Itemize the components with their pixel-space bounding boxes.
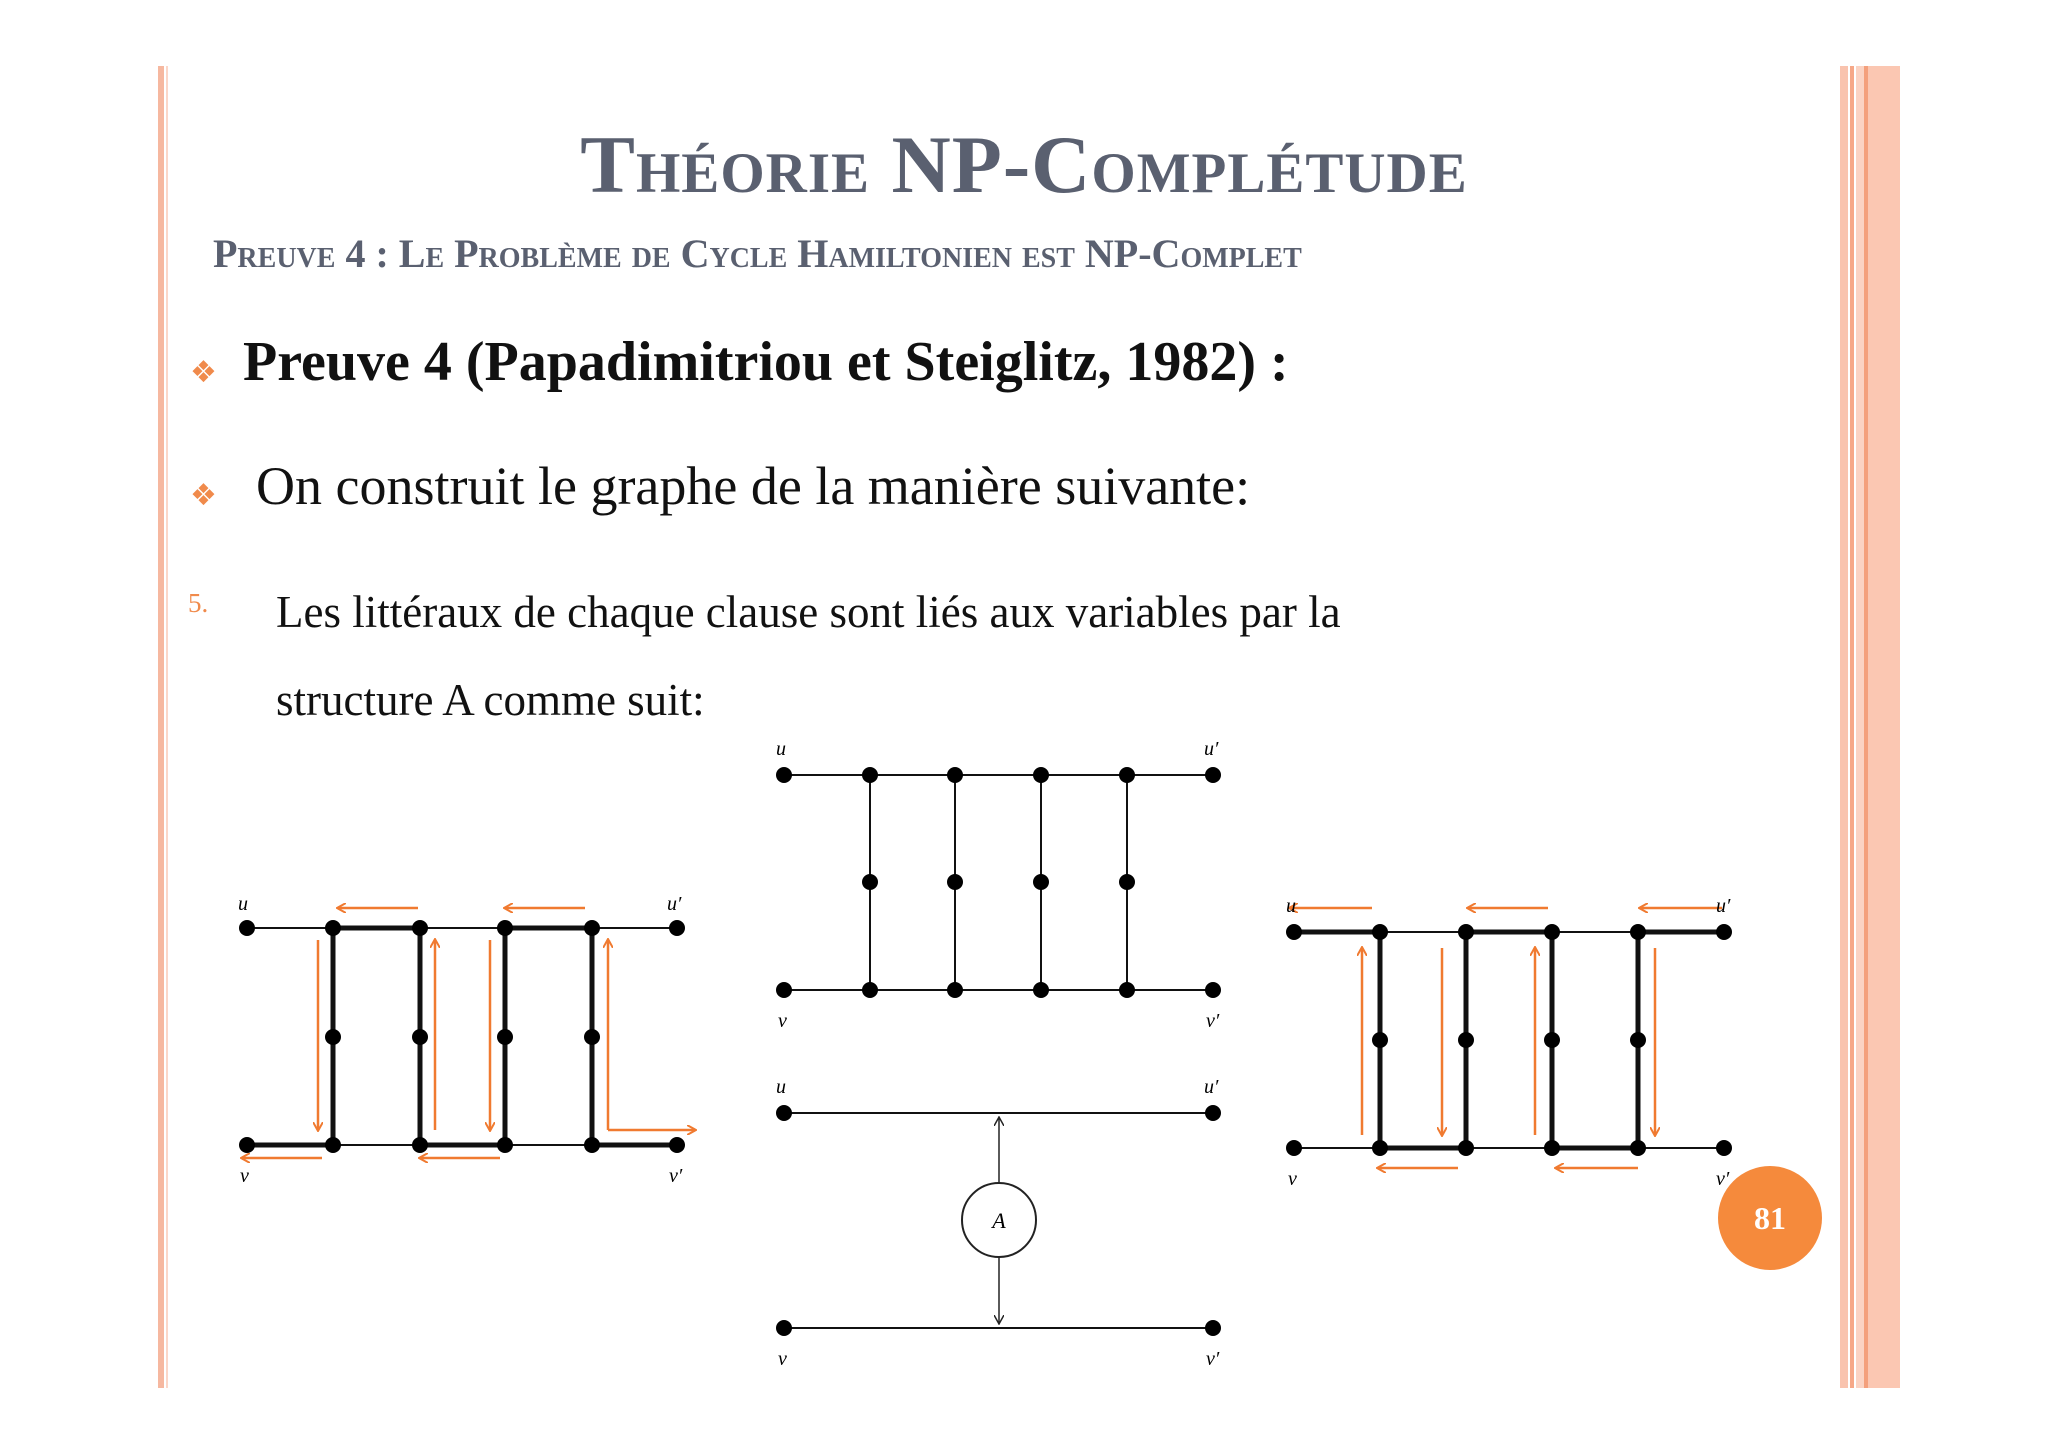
label-v: v bbox=[240, 1165, 249, 1187]
label-v: v bbox=[778, 1348, 787, 1370]
label-u: u bbox=[776, 738, 786, 760]
label-u-prime: u′ bbox=[667, 893, 682, 915]
label-v: v bbox=[1288, 1168, 1297, 1190]
label-u-prime: u′ bbox=[1204, 1076, 1219, 1098]
item-text-line2: structure A comme suit: bbox=[276, 675, 705, 725]
label-u: u bbox=[238, 893, 248, 915]
gadget-diagram-top bbox=[776, 738, 1221, 1032]
gadget-abbreviation-diagram bbox=[776, 1076, 1221, 1370]
label-v-prime: v′ bbox=[1206, 1010, 1220, 1032]
traversal-diagram-left bbox=[238, 893, 695, 1187]
diamond-bullet-icon: ❖ bbox=[190, 478, 217, 513]
label-v-prime: v′ bbox=[1206, 1348, 1220, 1370]
page-number-badge: 81 bbox=[1718, 1166, 1822, 1270]
traversal-diagram-right bbox=[1286, 895, 1732, 1190]
slide-title: Théorie NP-Complétude bbox=[580, 119, 1468, 210]
intro-text: On construit le graphe de la manière suivante: bbox=[256, 456, 1251, 516]
label-u: u bbox=[776, 1076, 786, 1098]
diamond-bullet-icon: ❖ bbox=[190, 355, 217, 390]
label-v-prime: v′ bbox=[669, 1165, 683, 1187]
slide-subtitle: Preuve 4 : Le Problème de Cycle Hamiltonien est NP-Complet bbox=[213, 231, 1302, 276]
proof-heading: Preuve 4 (Papadimitriou et Steiglitz, 1982) : bbox=[243, 331, 1289, 393]
label-v: v bbox=[778, 1010, 787, 1032]
label-u-prime: u′ bbox=[1716, 895, 1731, 917]
item-text-line1: Les littéraux de chaque clause sont liés aux variables par la bbox=[276, 587, 1341, 637]
item-number: 5. bbox=[188, 588, 209, 618]
label-a: A bbox=[992, 1208, 1006, 1233]
label-v-prime: v′ bbox=[1716, 1168, 1730, 1190]
label-u-prime: u′ bbox=[1204, 738, 1219, 760]
label-u: u bbox=[1286, 895, 1296, 917]
